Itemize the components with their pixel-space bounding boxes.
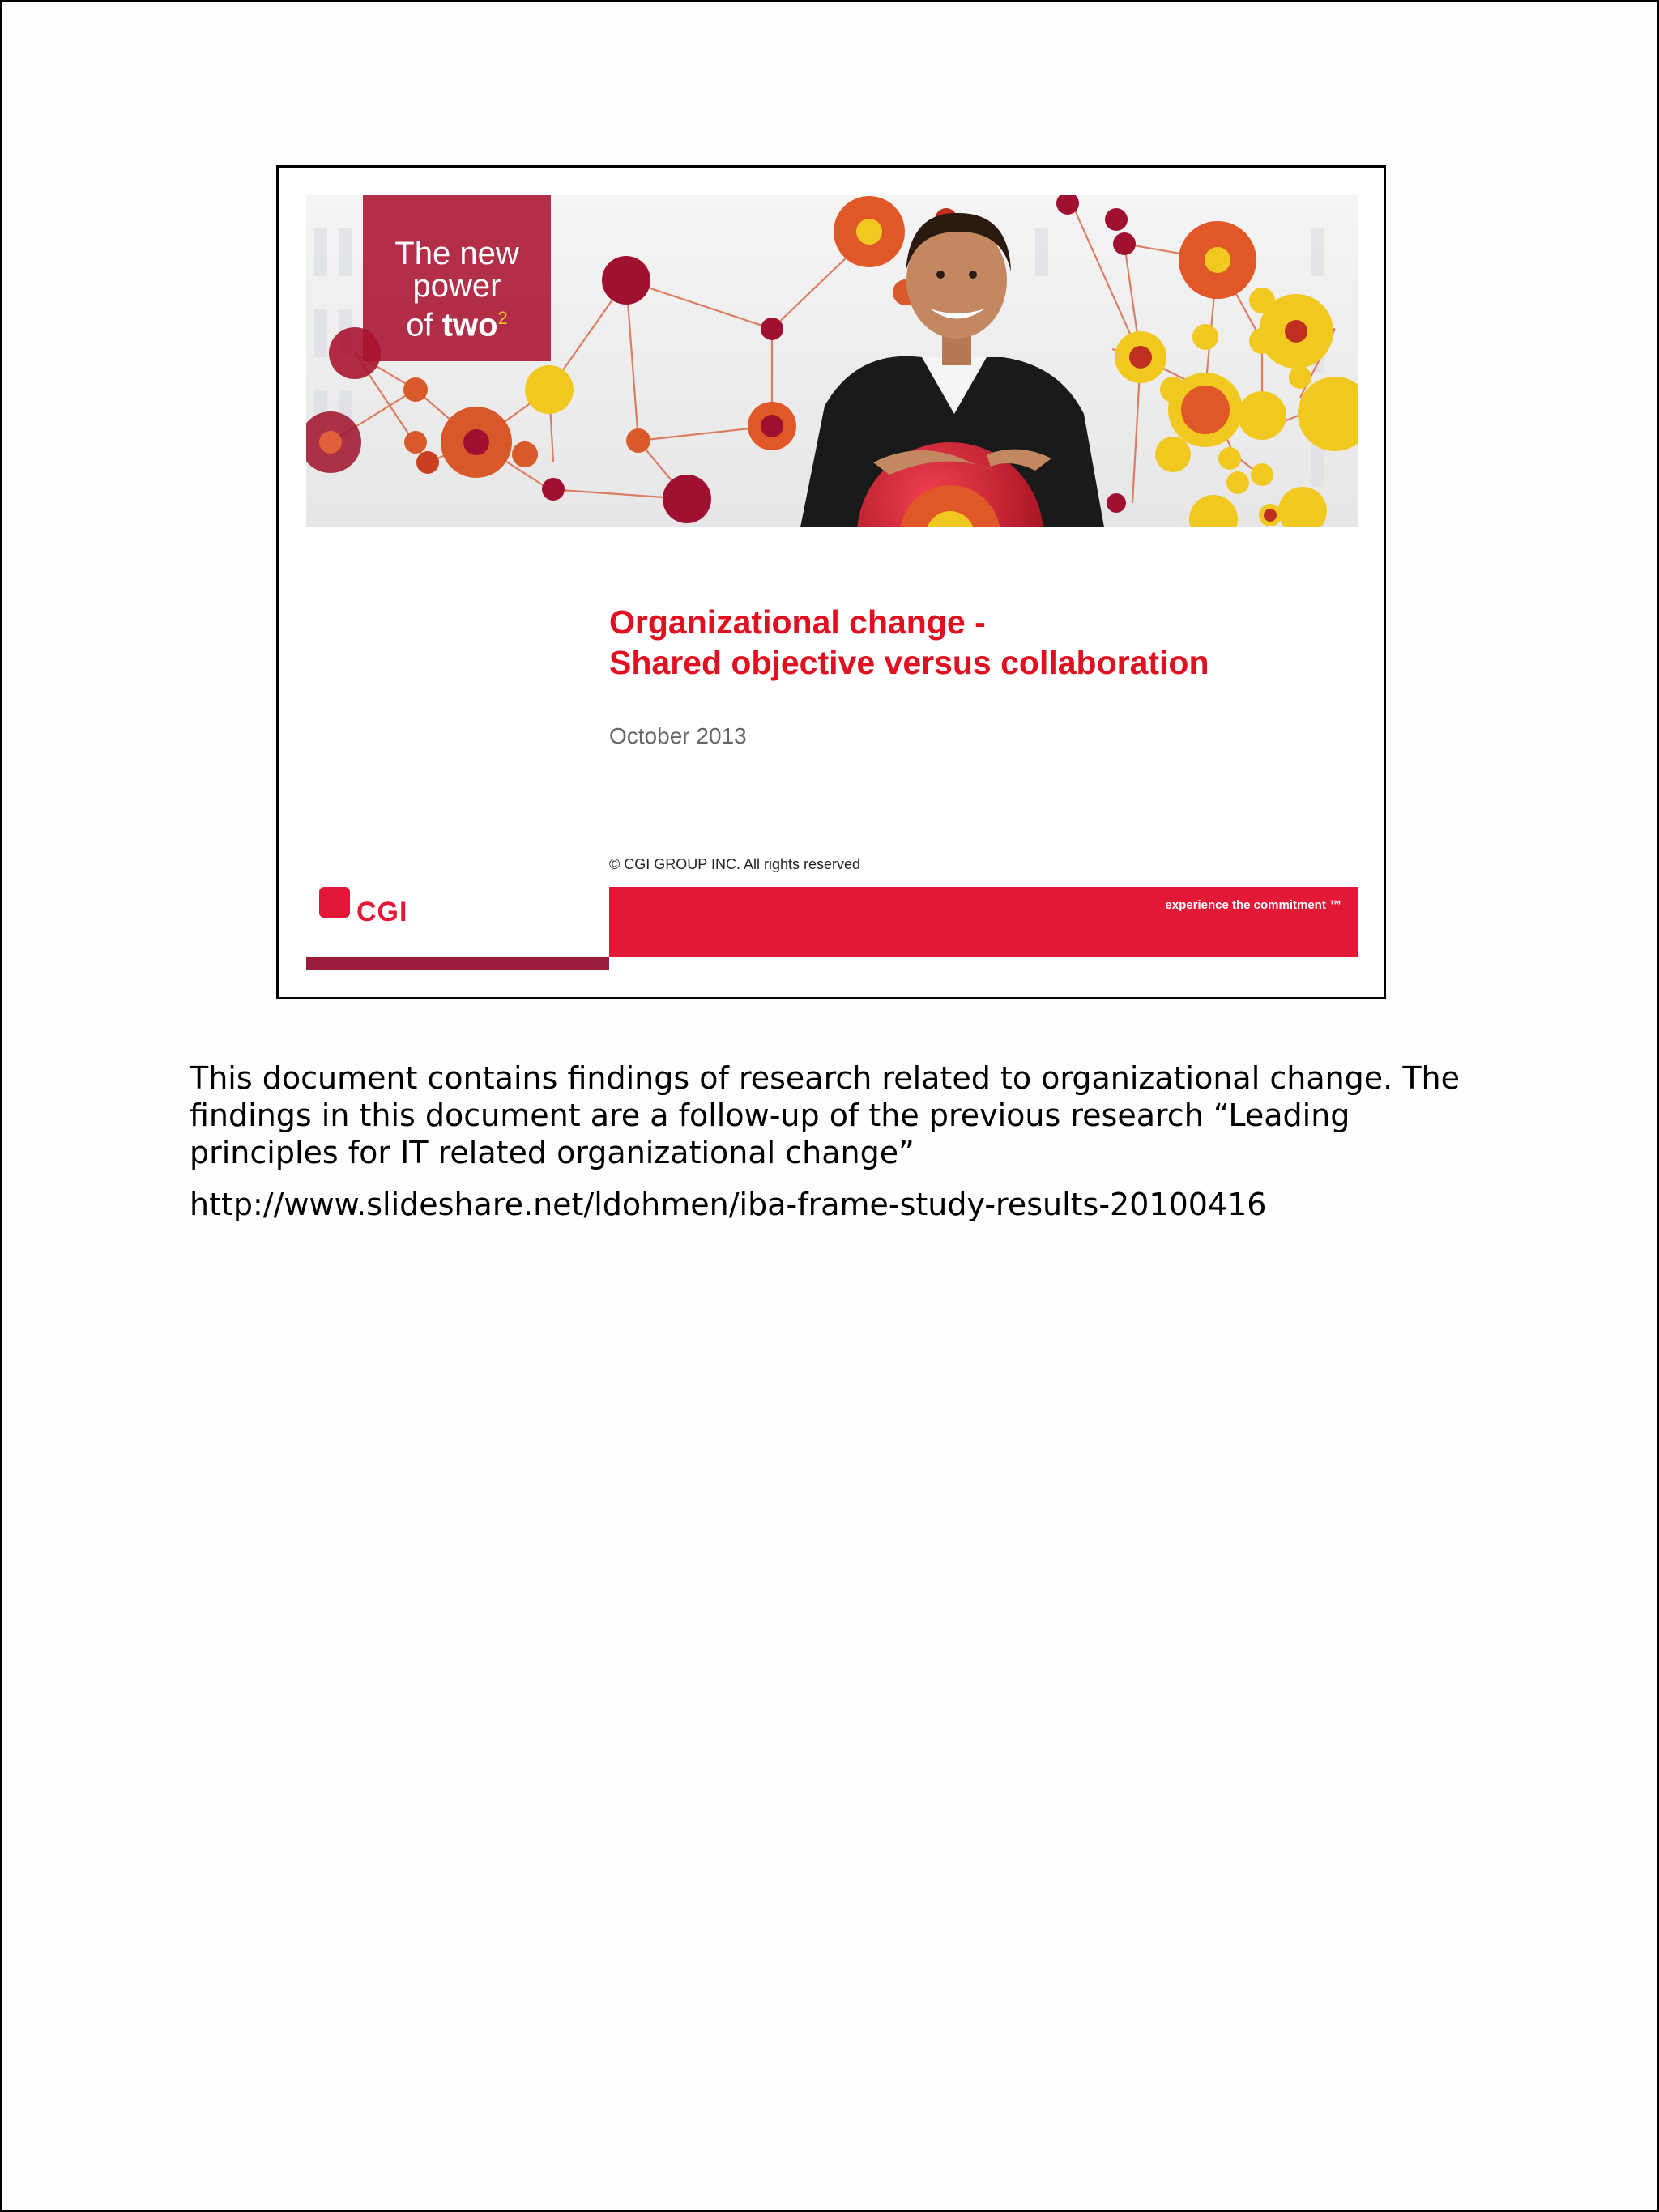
tagline-line1: The new [394,236,519,271]
slide-copyright: © CGI GROUP INC. All rights reserved [609,856,861,872]
slide-title: Organizational change - Shared objective versus collaboration [609,603,1209,681]
cgi-logo [319,887,408,936]
tagline-line2: power [412,268,501,304]
footer-red-bar [609,887,1358,957]
slogan: _experience the commitment ™ [1158,898,1341,912]
description-paragraph: This document contains findings of research related to organizational change. The findings in this document are a follow-up of the previous research “Leading principles for IT related organizational change” [190,1060,1461,1170]
tagline-box [363,195,551,361]
slide-date: October 2013 [609,723,747,748]
tagline-line3 [363,302,551,341]
tagline-bold: two [441,307,498,343]
tagline-prefix: of [406,307,442,343]
footer-dark-bar [306,957,609,970]
banner-image [306,195,1358,527]
cgi-logo-text: CGI [356,897,408,927]
reference-link[interactable]: http://www.slideshare.net/ldohmen/iba-frame-study-results-20100416 [190,1187,1267,1222]
cgi-logo-mark-icon [319,887,350,918]
tagline-superscript: 2 [497,308,508,328]
slide-thumbnail [276,165,1386,999]
